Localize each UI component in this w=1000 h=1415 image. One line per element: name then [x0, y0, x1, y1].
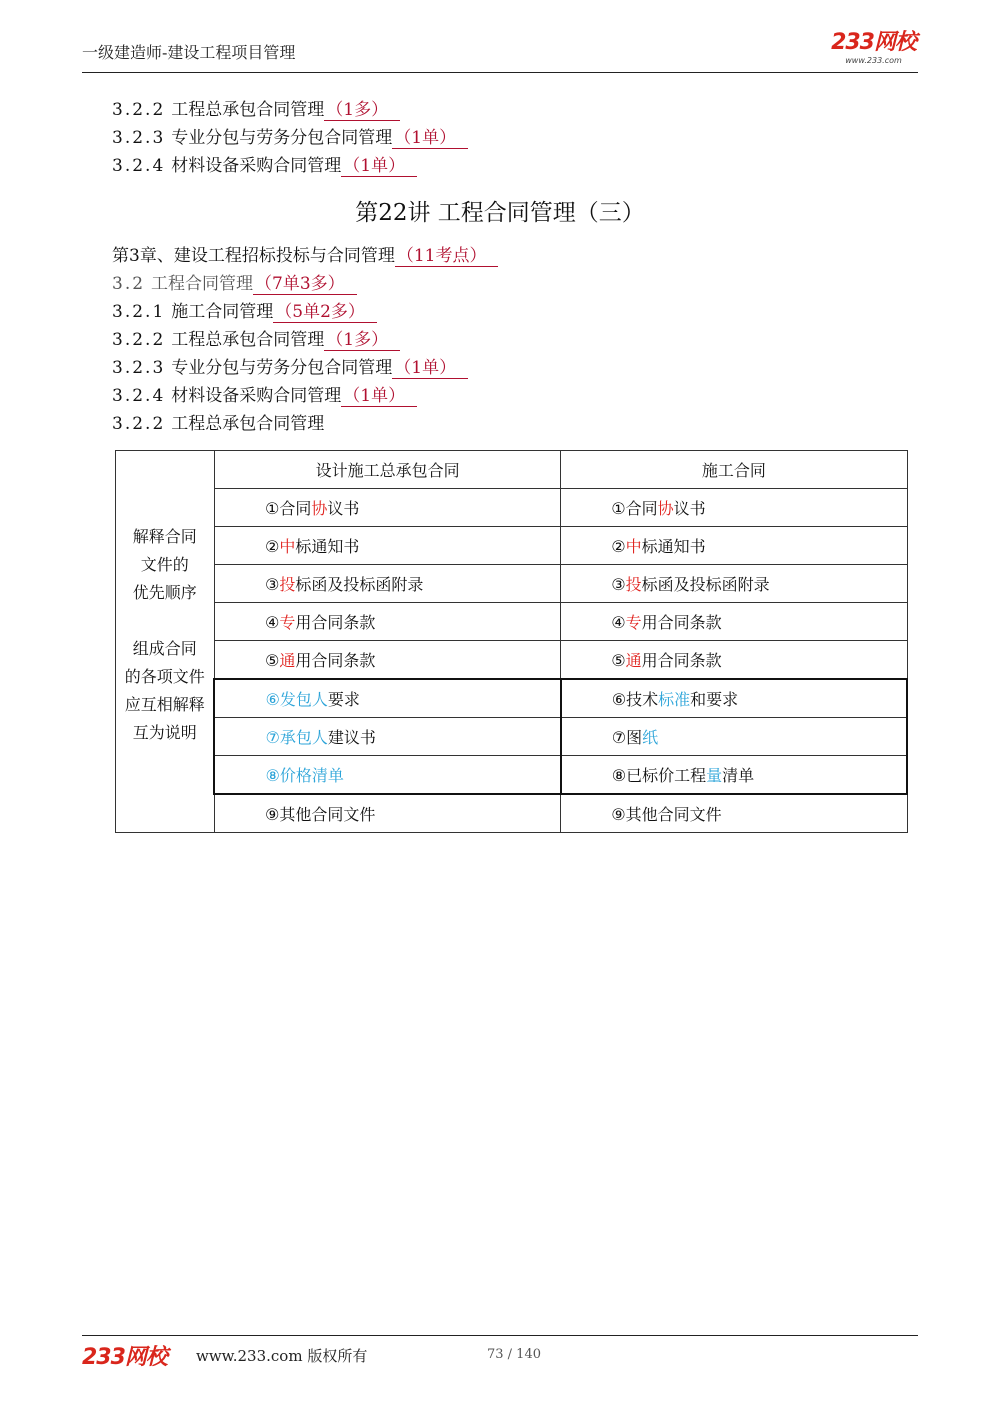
cell-text: 协: [657, 499, 674, 518]
header-title: 一级建造师-建设工程项目管理: [82, 43, 296, 62]
col-header-construction: 施工合同: [561, 451, 907, 489]
cell-text: 清单: [722, 766, 755, 785]
cell-text: 标函及投标函附录: [295, 575, 424, 594]
design-build-doc: [214, 679, 560, 718]
side-block-priority: 解释合同 文件的 优先顺序: [132, 527, 197, 602]
contract-comparison-table: [115, 450, 908, 833]
cell-text: ⑧价格清单: [265, 766, 344, 785]
cell-text: 标函及投标函附录: [641, 575, 770, 594]
table-row: [116, 756, 908, 795]
cell-text: 用合同条款: [641, 613, 722, 632]
col-header-design-build: 设计施工总承包合同: [214, 451, 560, 489]
side-label: [116, 451, 215, 833]
toc-item: 3.2.4 材料设备采购合同管理 （1单）: [112, 152, 912, 180]
chapter-line: 第3章、建设工程招标投标与合同管理 （11考点）: [112, 242, 912, 270]
cell-text: ⑥技术: [611, 690, 659, 709]
cell-text: 协: [311, 499, 328, 518]
design-build-doc: [214, 489, 560, 527]
cell-text: 议书: [673, 499, 706, 518]
cell-text: 投: [625, 575, 642, 594]
construction-doc: [561, 641, 907, 680]
cell-text: 用合同条款: [295, 651, 376, 670]
table-row: [116, 565, 908, 603]
cell-text: 量: [706, 766, 723, 785]
cell-text: 通: [625, 651, 642, 670]
cell-text: 用合同条款: [295, 613, 376, 632]
cell-text: 中: [279, 537, 296, 556]
cell-text: 通: [279, 651, 296, 670]
construction-doc: [561, 679, 907, 718]
toc-item: 3.2.2 工程总承包合同管理 （1多）: [112, 326, 912, 354]
cell-text: 和要求: [690, 690, 739, 709]
footer-site: www.233.com 版权所有: [196, 1347, 368, 1365]
cell-text: ⑦承包人: [265, 728, 328, 747]
toc-item: 3.2.4 材料设备采购合同管理 （1单）: [112, 382, 912, 410]
toc-item: 3.2.2 工程总承包合同管理 （1多）: [112, 96, 912, 124]
page-header: [82, 30, 918, 73]
cell-text: 标通知书: [295, 537, 360, 556]
construction-doc: [561, 756, 907, 795]
design-build-doc: [214, 641, 560, 680]
cell-text: 建议书: [327, 728, 376, 747]
cell-text: ⑦图: [611, 728, 643, 747]
design-build-doc: [214, 756, 560, 795]
cell-text: 标准: [658, 690, 691, 709]
cell-text: 纸: [642, 728, 659, 747]
cell-text: ④: [264, 613, 280, 632]
table-row: [116, 641, 908, 680]
logo-text: 233网校: [831, 30, 916, 55]
cell-text: ⑧已标价工程: [611, 766, 707, 785]
subheading: 3.2.2 工程总承包合同管理: [112, 414, 325, 434]
design-build-doc: [214, 718, 560, 756]
lecture-title: 第22讲 工程合同管理（三）: [355, 200, 645, 226]
toc-item: 3.2.3 专业分包与劳务分包合同管理 （1单）: [112, 124, 912, 152]
design-build-doc: [214, 794, 560, 833]
section-line: 3.2 工程合同管理 （7单3多）: [112, 270, 912, 298]
table-row: [116, 527, 908, 565]
cell-text: ④: [611, 613, 626, 632]
cell-text: ②: [264, 537, 280, 556]
toc-top: [112, 96, 912, 180]
toc-item: 3.2.3 专业分包与劳务分包合同管理 （1单）: [112, 354, 912, 382]
cell-text: ③: [264, 575, 280, 594]
side-block-mutual: 组成合同 的各项文件 应互相解释 互为说明: [124, 639, 205, 742]
brand-logo: [831, 30, 916, 65]
cell-text: 标通知书: [641, 537, 706, 556]
cell-text: 中: [625, 537, 642, 556]
table-row: [116, 718, 908, 756]
cell-text: 专: [279, 613, 296, 632]
cell-text: ③: [611, 575, 626, 594]
construction-doc: [561, 565, 907, 603]
cell-text: ①合同: [264, 499, 312, 518]
construction-doc: [561, 794, 907, 833]
cell-text: ⑥发包人: [265, 690, 328, 709]
toc-item: 3.2.1 施工合同管理 （5单2多）: [112, 298, 912, 326]
cell-text: 用合同条款: [641, 651, 722, 670]
page-number: 73 / 140: [487, 1347, 541, 1362]
table-row: [116, 679, 908, 718]
cell-text: ⑨其他合同文件: [611, 805, 722, 824]
design-build-doc: [214, 565, 560, 603]
cell-text: ⑤: [264, 651, 280, 670]
construction-doc: [561, 718, 907, 756]
cell-text: 专: [625, 613, 642, 632]
table-row: [116, 603, 908, 641]
cell-text: 议书: [327, 499, 360, 518]
cell-text: ⑨其他合同文件: [264, 805, 376, 824]
design-build-doc: [214, 527, 560, 565]
cell-text: ⑤: [611, 651, 626, 670]
construction-doc: [561, 603, 907, 641]
footer-logo: 233网校: [82, 1345, 167, 1370]
logo-url: www.233.com: [845, 56, 902, 65]
cell-text: ①合同: [611, 499, 658, 518]
toc-bottom: [112, 242, 912, 438]
page-footer: [82, 1335, 918, 1376]
cell-text: 要求: [327, 690, 360, 709]
table-row: [116, 794, 908, 833]
cell-text: 投: [279, 575, 296, 594]
table-row: [116, 489, 908, 527]
construction-doc: [561, 527, 907, 565]
design-build-doc: [214, 603, 560, 641]
construction-doc: [561, 489, 907, 527]
cell-text: ②: [611, 537, 626, 556]
